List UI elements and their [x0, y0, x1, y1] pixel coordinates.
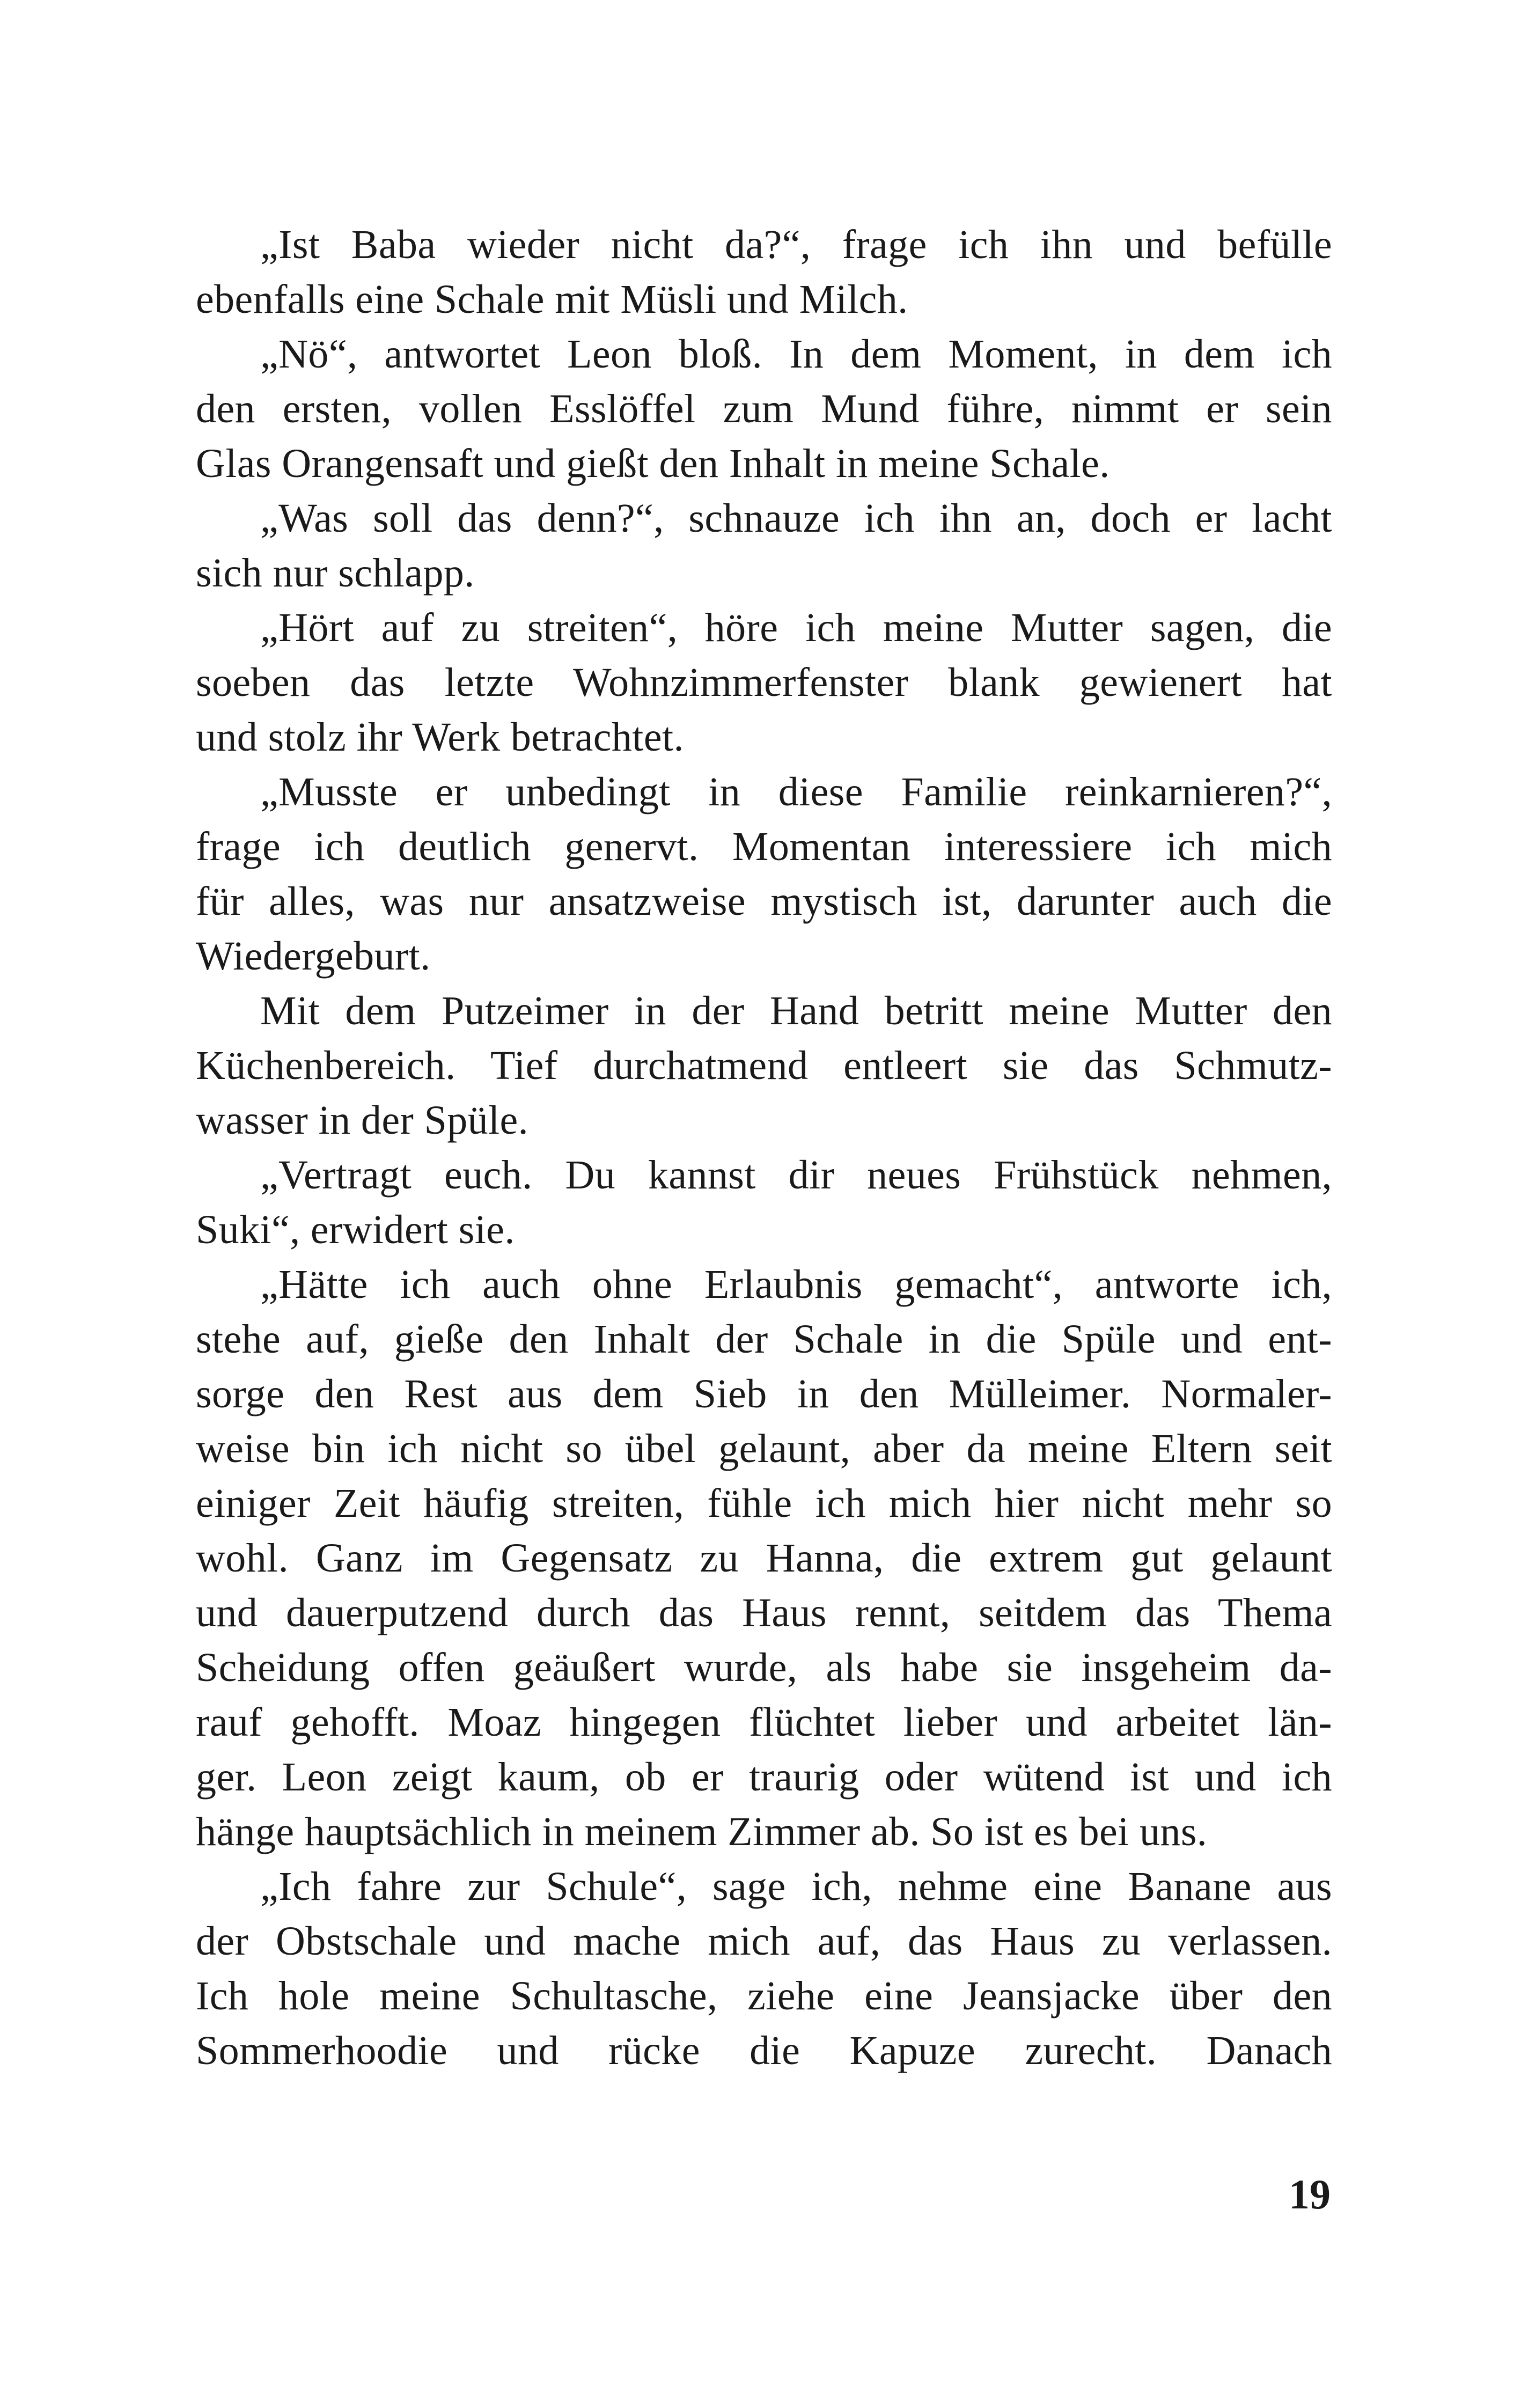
- text-line: Sommerhoodie und rücke die Kapuze zurecht. Danach: [196, 2028, 1332, 2073]
- text-line: Mit dem Putzeimer in der Hand betritt meine Mutter den: [260, 988, 1332, 1033]
- text-line: Scheidung offen geäußert wurde, als habe sie insgeheim da-: [196, 1645, 1332, 1690]
- text-line: wohl. Ganz im Gegensatz zu Hanna, die extrem gut gelaunt: [196, 1536, 1332, 1581]
- text-line: ebenfalls eine Schale mit Müsli und Milch.: [196, 277, 908, 322]
- text-line: Küchenbereich. Tief durchatmend entleert sie das Schmutz-: [196, 1043, 1332, 1088]
- page-number: 19: [1289, 2171, 1331, 2218]
- text-line: „Hört auf zu streiten“, höre ich meine Mutter sagen, die: [260, 605, 1332, 650]
- text-line: sorge den Rest aus dem Sieb in den Mülleimer. Normaler-: [196, 1371, 1332, 1416]
- text-line: sich nur schlapp.: [196, 550, 475, 596]
- text-line: Suki“, erwidert sie.: [196, 1207, 515, 1252]
- text-line: wasser in der Spüle.: [196, 1098, 529, 1143]
- text-line: „Ich fahre zur Schule“, sage ich, nehme eine Banane aus: [260, 1864, 1332, 1909]
- text-line: für alles, was nur ansatzweise mystisch ist, darunter auch die: [196, 879, 1332, 924]
- text-line: und dauerputzend durch das Haus rennt, seitdem das Thema: [196, 1590, 1332, 1635]
- text-line: frage ich deutlich genervt. Momentan interessiere ich mich: [196, 824, 1332, 869]
- text-line: Ich hole meine Schultasche, ziehe eine Jeansjacke über den: [196, 1973, 1332, 2018]
- text-line: „Musste er unbedingt in diese Familie reinkarnieren?“,: [260, 769, 1332, 814]
- text-line: der Obstschale und mache mich auf, das Haus zu verlassen.: [196, 1919, 1332, 1964]
- text-line: „Nö“, antwortet Leon bloß. In dem Moment, in dem ich: [260, 332, 1332, 377]
- text-line: „Was soll das denn?“, schnauze ich ihn an, doch er lacht: [260, 496, 1332, 541]
- text-line: soeben das letzte Wohnzimmerfenster blank gewienert hat: [196, 660, 1332, 705]
- text-line: „Hätte ich auch ohne Erlaubnis gemacht“, antworte ich,: [260, 1262, 1332, 1307]
- text-line: Wiedergeburt.: [196, 934, 431, 979]
- text-line: stehe auf, gieße den Inhalt der Schale in die Spüle und ent-: [196, 1317, 1332, 1362]
- text-line: den ersten, vollen Esslöffel zum Mund führe, nimmt er sein: [196, 386, 1332, 431]
- body-text: [196, 217, 1332, 2078]
- text-line: einiger Zeit häufig streiten, fühle ich mich hier nicht mehr so: [196, 1481, 1332, 1526]
- text-line: hänge hauptsächlich in meinem Zimmer ab. So ist es bei uns.: [196, 1809, 1208, 1854]
- text-line: und stolz ihr Werk betrachtet.: [196, 715, 684, 760]
- text-line: „Vertragt euch. Du kannst dir neues Frühstück nehmen,: [260, 1152, 1332, 1198]
- text-line: „Ist Baba wieder nicht da?“, frage ich ihn und befülle: [260, 222, 1332, 267]
- text-line: weise bin ich nicht so übel gelaunt, aber da meine Eltern seit: [196, 1426, 1332, 1471]
- text-line: ger. Leon zeigt kaum, ob er traurig oder wütend ist und ich: [196, 1754, 1332, 1800]
- text-line: rauf gehofft. Moaz hingegen flüchtet lieber und arbeitet län-: [196, 1700, 1332, 1745]
- text-line: Glas Orangensaft und gießt den Inhalt in meine Schale.: [196, 441, 1110, 486]
